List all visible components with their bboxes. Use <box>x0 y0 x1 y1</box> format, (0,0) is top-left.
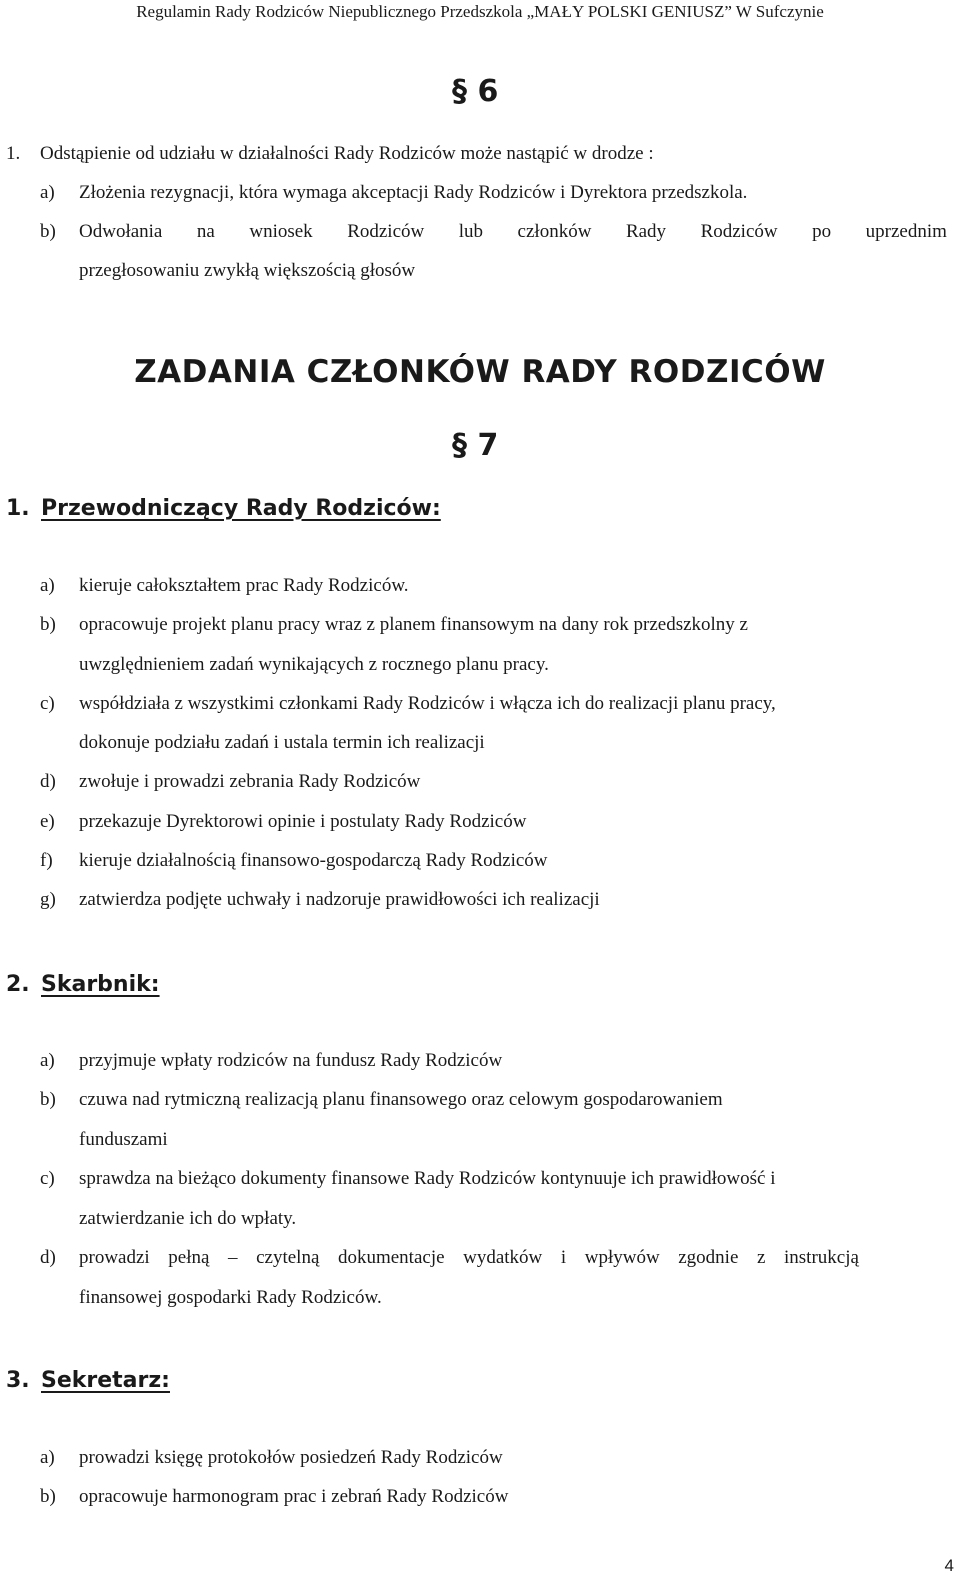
word: lub <box>458 221 484 242</box>
word: po <box>812 221 832 242</box>
word: Rady <box>625 221 667 242</box>
item-label: d) <box>40 771 56 792</box>
word: na <box>196 221 215 242</box>
word: zgodnie <box>678 1247 739 1268</box>
word: z <box>756 1247 766 1268</box>
heading-label: Przewodniczący Rady Rodziców: <box>41 496 441 521</box>
treasurer-item-b-continuation: funduszami <box>79 1129 168 1150</box>
item-text: opracowuje harmonogram prac i zebrań Rady Rodziców <box>79 1486 509 1507</box>
item-label: a) <box>40 1447 55 1468</box>
item-text: zatwierdza podjęte uchwały i nadzoruje prawidłowości ich realizacji <box>79 889 600 910</box>
word: – <box>228 1247 238 1268</box>
chair-item-c-continuation: dokonuje podziału zadań i ustala termin ich realizacji <box>79 732 485 753</box>
word: pełną <box>168 1247 210 1268</box>
treasurer-item-c-continuation: zatwierdzanie ich do wpłaty. <box>79 1208 297 1229</box>
item-label: b) <box>40 614 56 635</box>
item-label: c) <box>40 1168 55 1189</box>
item-text: przyjmuje wpłaty rodziców na fundusz Rady Rodziców <box>79 1050 503 1071</box>
page-number: 4 <box>944 1556 954 1575</box>
word: instrukcją <box>784 1247 859 1268</box>
item-label: a) <box>40 1050 55 1071</box>
word: dokumentacje <box>337 1247 445 1268</box>
treasurer-item-d-text <box>79 1247 859 1269</box>
item-text: kieruje działalnością finansowo-gospodarczą Rady Rodziców <box>79 850 548 871</box>
word: Rodziców <box>347 221 425 242</box>
heading-label: Sekretarz: <box>41 1368 170 1393</box>
word: wydatków <box>463 1247 543 1268</box>
word: i <box>560 1247 567 1268</box>
item-text: opracowuje projekt planu pracy wraz z planem finansowym na dany rok przedszkolny z <box>79 614 748 635</box>
item-text: Złożenia rezygnacji, która wymaga akceptacji Rady Rodziców i Dyrektora przedszkola. <box>79 182 748 203</box>
heading-number: 2. <box>6 972 30 997</box>
page-header: Regulamin Rady Rodziców Niepublicznego Przedszkola „MAŁY POLSKI GENIUSZ” W Sufczynie <box>136 2 824 21</box>
treasurer-heading <box>6 972 160 997</box>
item-text: przekazuje Dyrektorowi opinie i postulaty Rady Rodziców <box>79 811 527 832</box>
tasks-title: ZADANIA CZŁONKÓW RADY RODZICÓW <box>134 354 826 390</box>
section-6-title: § 6 <box>452 74 499 109</box>
item-label: f) <box>40 850 53 871</box>
item-text: zwołuje i prowadzi zebrania Rady Rodziców <box>79 771 421 792</box>
secretary-heading <box>6 1368 170 1393</box>
heading-number: 1. <box>6 496 30 521</box>
word: wpływów <box>584 1247 660 1268</box>
word: czytelną <box>256 1247 320 1268</box>
word: uprzednim <box>865 221 947 242</box>
item-text: sprawdza na bieżąco dokumenty finansowe Rady Rodziców kontynuuje ich prawidłowość i <box>79 1168 776 1189</box>
s6-point-1-number: 1. <box>6 143 21 164</box>
item-label: b) <box>40 1089 56 1110</box>
treasurer-item-d-continuation: finansowej gospodarki Rady Rodziców. <box>79 1287 382 1308</box>
chair-item-b-continuation: uwzględnieniem zadań wynikających z rocznego planu pracy. <box>79 654 549 675</box>
s6-point-1-text: Odstąpienie od udziału w działalności Rady Rodziców może nastąpić w drodze : <box>40 143 654 164</box>
item-text: prowadzi księgę protokołów posiedzeń Rady Rodziców <box>79 1447 503 1468</box>
item-label: a) <box>40 575 55 596</box>
section-7-title: § 7 <box>452 428 499 463</box>
s6-item-b-text <box>79 221 947 243</box>
item-label: b) <box>40 221 56 242</box>
item-text: współdziała z wszystkimi członkami Rady Rodziców i włącza ich do realizacji planu pracy, <box>79 693 776 714</box>
item-text: kieruje całokształtem prac Rady Rodziców. <box>79 575 409 596</box>
word: Rodziców <box>700 221 778 242</box>
item-label: a) <box>40 182 55 203</box>
word: Odwołania <box>79 221 163 242</box>
chair-heading <box>6 496 441 521</box>
item-label: g) <box>40 889 56 910</box>
word: członków <box>517 221 592 242</box>
item-label: c) <box>40 693 55 714</box>
item-label: e) <box>40 811 55 832</box>
item-label: d) <box>40 1247 56 1268</box>
word: wniosek <box>249 221 313 242</box>
item-text: czuwa nad rytmiczną realizacją planu finansowego oraz celowym gospodarowaniem <box>79 1089 723 1110</box>
s6-item-b-continuation: przegłosowaniu zwykłą większością głosów <box>79 260 416 281</box>
heading-number: 3. <box>6 1368 30 1393</box>
item-label: b) <box>40 1486 56 1507</box>
word: prowadzi <box>79 1247 150 1268</box>
heading-label: Skarbnik: <box>41 972 160 997</box>
